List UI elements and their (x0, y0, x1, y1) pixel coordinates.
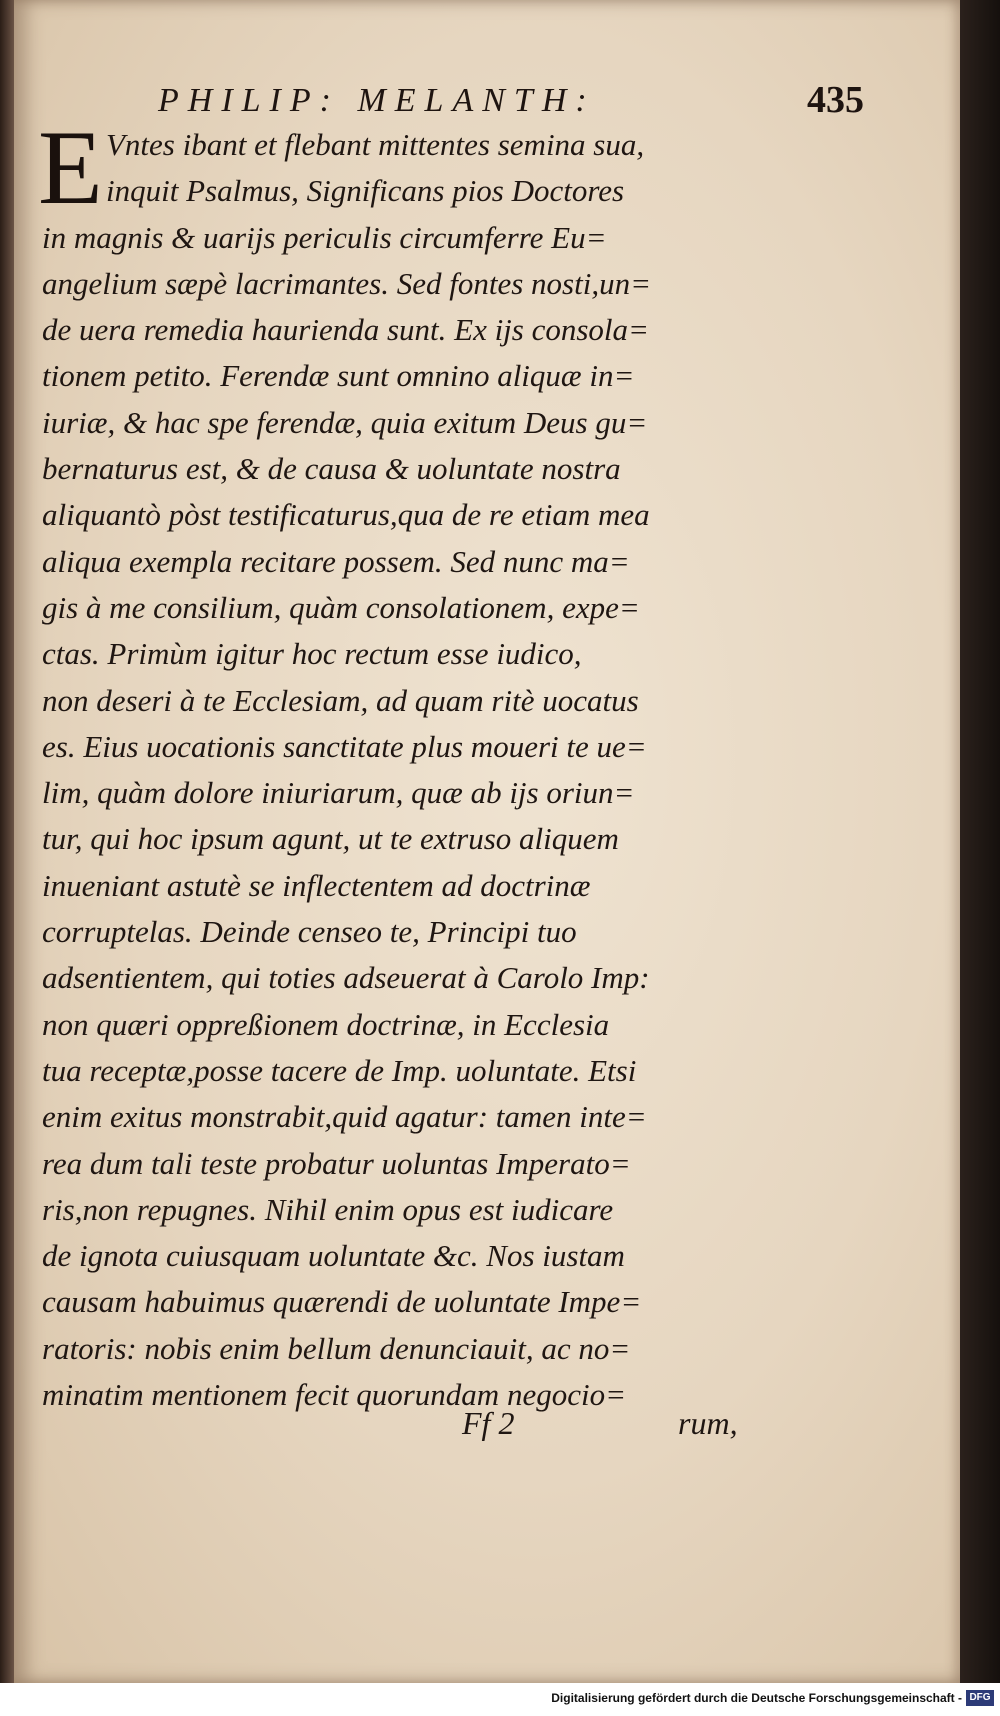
text-line: es. Eius uocationis sanctitate plus moueri te ue= (42, 728, 647, 764)
dfg-logo-icon: DFG (966, 1690, 994, 1706)
text-line: ris,non repugnes. Nihil enim opus est iudicare (42, 1191, 614, 1227)
text-line: minatim mentionem fecit quorundam negocio= (42, 1377, 626, 1413)
text-line: inueniant astutè se inflectentem ad doctrinæ (42, 867, 591, 903)
text-line: angelium sæpè lacrimantes. Sed fontes nosti,un= (42, 265, 652, 301)
text-line: de uera remedia haurienda sunt. Ex ijs consola= (42, 312, 649, 348)
text-line: tur, qui hoc ipsum agunt, ut te extruso aliquem (42, 821, 619, 857)
text-line: Vntes ibant et flebant mittentes semina sua, (106, 127, 645, 162)
text-line: corruptelas. Deinde censeo te, Principi tuo (42, 914, 577, 950)
book-right-edge (960, 0, 1000, 1683)
text-line: enim exitus monstrabit,quid agatur: tamen inte= (42, 1099, 647, 1135)
text-line: aliqua exempla recitare possem. Sed nunc ma= (42, 543, 630, 579)
text-line: ctas. Primùm igitur hoc rectum esse iudico, (42, 636, 582, 672)
text-line: ratoris: nobis enim bellum denunciauit, ac no= (42, 1330, 631, 1366)
text-line: non deseri à te Ecclesiam, ad quam ritè uocatus (42, 682, 639, 718)
page-footer (42, 1405, 742, 1455)
text-line: iuriæ, & hac spe ferendæ, quia exitum Deus gu= (42, 404, 648, 440)
text-line: aliquantò pòst testificaturus,qua de re etiam mea (42, 497, 650, 533)
drop-cap: E (38, 109, 103, 226)
body-text (42, 122, 742, 1418)
text-line: non quæri oppreßionem doctrinæ, in Ecclesia (42, 1006, 610, 1042)
text-line: bernaturus est, & de causa & uoluntate nostra (42, 451, 621, 487)
signature-mark: Ff 2 (462, 1405, 515, 1441)
text-line: tionem petito. Ferendæ sunt omnino aliquæ in= (42, 358, 635, 394)
credit-bar (0, 1683, 1000, 1716)
text-line: adsentientem, qui toties adseuerat à Carolo Imp: (42, 960, 650, 996)
text-line: rea dum tali teste probatur uoluntas Imperato= (42, 1145, 631, 1181)
text-line: de ignota cuiusquam uoluntate &c. Nos iustam (42, 1238, 625, 1274)
text-line: tua receptæ,posse tacere de Imp. uoluntate. Etsi (42, 1052, 637, 1088)
text-line: gis à me consilium, quàm consolationem, expe= (42, 589, 640, 625)
text-line: causam habuimus quærendi de uoluntate Impe= (42, 1284, 642, 1320)
book-left-edge (0, 0, 14, 1683)
page-number: 435 (807, 79, 864, 121)
text-line: lim, quàm dolore iniuriarum, quæ ab ijs oriun= (42, 775, 635, 811)
text-line: in magnis & uarijs periculis circumferre Eu= (42, 219, 607, 255)
catchword: rum, (678, 1405, 738, 1441)
credit-text: Digitalisierung gefördert durch die Deutsche Forschungsgemeinschaft - (551, 1691, 962, 1705)
text-line: inquit Psalmus, Significans pios Doctores (106, 173, 625, 209)
running-head-text: PHILIP: MELANTH: (158, 82, 596, 119)
